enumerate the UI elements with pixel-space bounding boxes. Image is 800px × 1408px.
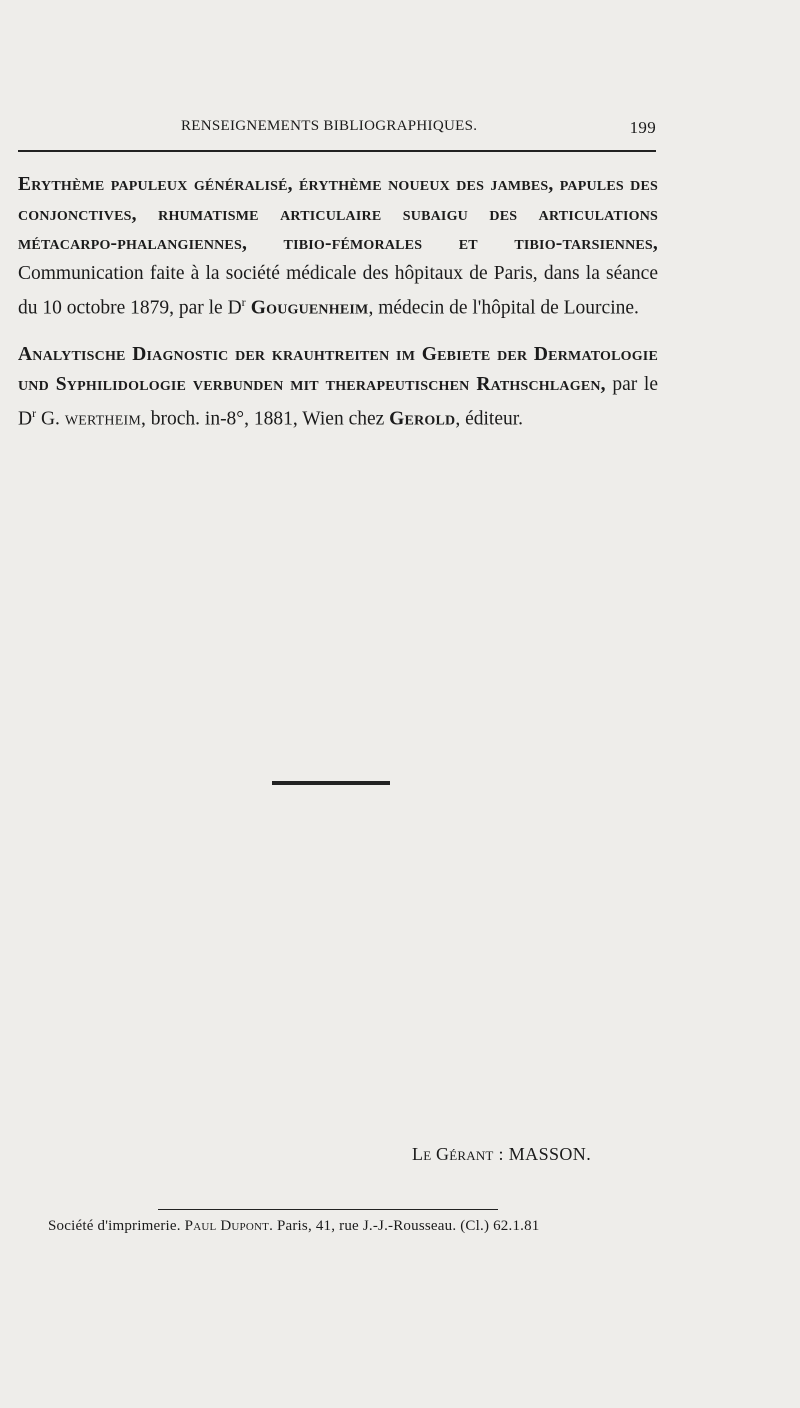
entry-text: par le D: [18, 373, 658, 430]
entry-title: Erythème papuleux généralisé, érythème noueux des jambes, papules des conjonctives, rhumatisme articulaire subaigu des articulations métacarpo-phalangiennes, tibio-fémorales et tibio-tarsiennes,: [18, 174, 658, 254]
entry-text: , broch. in-8°, 1881, Wien chez: [141, 408, 390, 430]
entry-text: , éditeur.: [455, 408, 524, 430]
entry-publisher: Gerold: [389, 408, 456, 430]
bibliography-entry: [18, 170, 658, 323]
imprint-text: Société d'imprimerie.: [48, 1218, 185, 1234]
imprint-line: [48, 1218, 540, 1235]
entry-text: , médecin de l'hôpital de Lourcine.: [368, 297, 639, 319]
signature-separator: :: [493, 1144, 509, 1164]
entry-author-initial: G.: [36, 408, 65, 430]
entry-sup: r: [241, 295, 246, 309]
entry-text: Communication faite à la société médicale des hôpitaux de Paris, dans la séance du 10 octobre 1879, par le D: [18, 262, 658, 319]
signature-label: Le Gérant: [412, 1144, 494, 1164]
signature-name: MASSON.: [508, 1144, 592, 1164]
end-rule: [272, 781, 390, 785]
footer-rule: [158, 1209, 498, 1210]
bibliography-entry: [18, 340, 658, 434]
entry-author: Gouguenheim: [245, 297, 369, 319]
entry-author: wertheim: [64, 408, 141, 430]
running-title: RENSEIGNEMENTS BIBLIOGRAPHIQUES.: [181, 118, 478, 134]
imprint-printer: Paul Dupont: [184, 1218, 270, 1234]
page-number: 199: [629, 118, 656, 137]
imprint-text: . Paris, 41, rue J.-J.-Rousseau. (Cl.) 62.1.81: [269, 1218, 540, 1234]
header-rule: [18, 150, 656, 152]
entry-title: Analytische Diagnostic der krauhtreiten im Gebiete der Dermatologie und Syphilidologie verbunden mit therapeutischen Rathschlagen,: [18, 344, 658, 395]
entry-sup: r: [32, 406, 37, 420]
signature: [412, 1144, 591, 1165]
